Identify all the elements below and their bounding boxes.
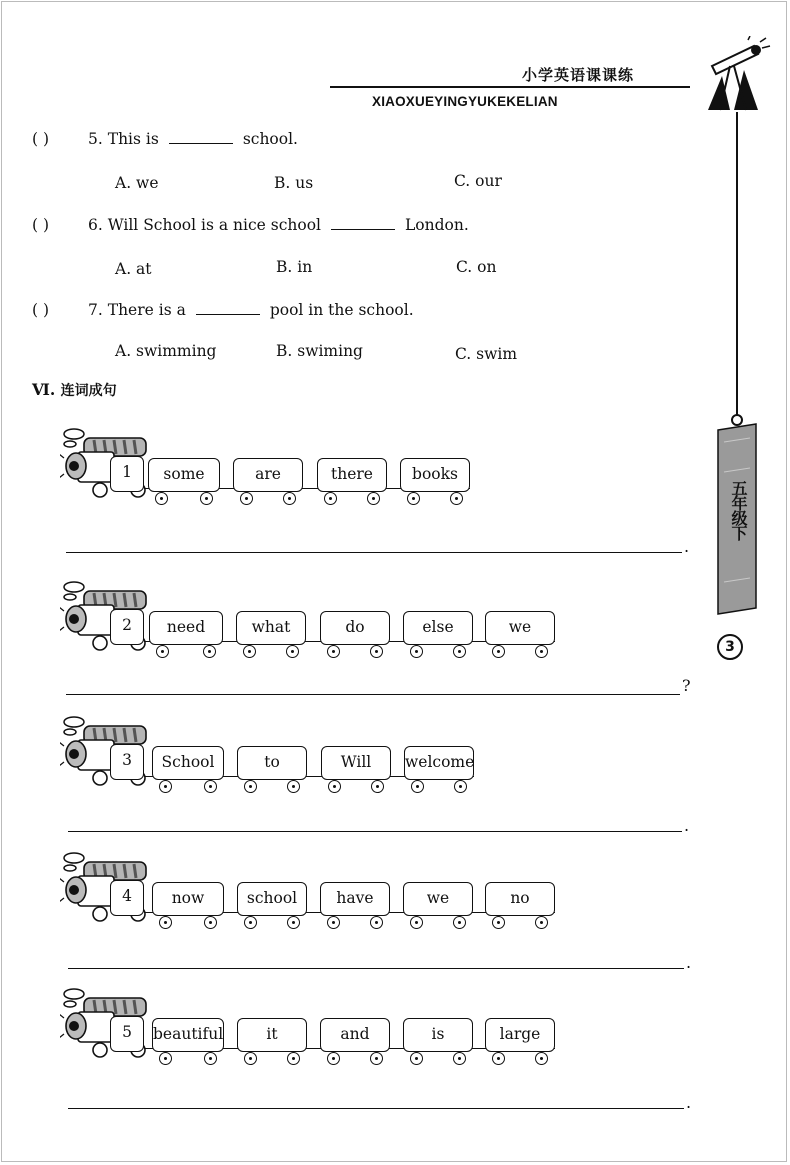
question-number: 7. [88, 301, 103, 319]
question-stem: This is [107, 130, 159, 148]
answer-line[interactable] [66, 694, 680, 695]
word-car[interactable] [400, 458, 470, 492]
option-b: B. swiming [276, 342, 363, 360]
word-car[interactable] [152, 1018, 224, 1052]
word-label: have [336, 889, 374, 907]
word-car[interactable] [403, 882, 473, 916]
word-car[interactable] [404, 746, 474, 780]
wheel-icon [371, 780, 384, 793]
question-6 [32, 216, 469, 234]
train-2 [0, 583, 790, 723]
train-4 [0, 854, 790, 994]
train-1 [0, 430, 790, 570]
word-label: else [422, 618, 454, 636]
answer-line[interactable] [68, 1108, 684, 1109]
option-a: A. we [115, 174, 159, 192]
wheel-icon [492, 1052, 505, 1065]
answer-blank[interactable] [331, 229, 395, 230]
wheel-icon [492, 645, 505, 658]
word-car[interactable] [237, 882, 307, 916]
word-label: and [340, 1025, 370, 1043]
wheel-icon [287, 916, 300, 929]
telescope-icon [700, 36, 780, 116]
wheel-icon [156, 645, 169, 658]
word-label: School [161, 753, 215, 771]
sentence-end-punct: . [686, 953, 692, 972]
wheel-icon [407, 492, 420, 505]
word-label: we [508, 618, 532, 636]
question-7 [32, 301, 414, 319]
word-label: some [163, 465, 205, 483]
wheel-icon [286, 645, 299, 658]
word-label: there [331, 465, 373, 483]
wheel-icon [159, 780, 172, 793]
word-car[interactable] [237, 746, 307, 780]
answer-blank[interactable] [196, 314, 260, 315]
wheel-icon [535, 916, 548, 929]
wheel-icon [535, 645, 548, 658]
word-label: need [166, 618, 206, 636]
wheel-icon [204, 1052, 217, 1065]
wheel-icon [410, 916, 423, 929]
wheel-icon [367, 492, 380, 505]
answer-paren[interactable]: ( ) [32, 216, 50, 234]
wheel-icon [453, 916, 466, 929]
wheel-icon [328, 780, 341, 793]
word-label: now [171, 889, 205, 907]
wheel-icon [453, 1052, 466, 1065]
train-number: 2 [122, 616, 132, 634]
train-number-car [110, 1016, 144, 1052]
word-car[interactable] [233, 458, 303, 492]
word-car[interactable] [403, 1018, 473, 1052]
wheel-icon [453, 645, 466, 658]
word-car[interactable] [317, 458, 387, 492]
option-c: C. on [456, 258, 497, 276]
wheel-icon [287, 780, 300, 793]
word-car[interactable] [149, 611, 223, 645]
train-number: 3 [122, 751, 132, 769]
sentence-end-punct: . [684, 816, 690, 835]
question-5 [32, 130, 298, 148]
word-car[interactable] [485, 1018, 555, 1052]
word-label: do [345, 618, 365, 636]
wheel-icon [324, 492, 337, 505]
train-number-car [110, 880, 144, 916]
answer-paren[interactable]: ( ) [32, 130, 50, 148]
question-stem-end: pool in the school. [269, 301, 414, 319]
train-number-car [110, 744, 144, 780]
wheel-icon [244, 780, 257, 793]
book-title: 小学英语课课练 [522, 66, 635, 84]
word-label: is [431, 1025, 445, 1043]
option-a: A. at [115, 260, 152, 278]
wheel-icon [411, 780, 424, 793]
word-label: we [426, 889, 450, 907]
sentence-end-punct: . [684, 537, 690, 556]
wheel-icon [492, 916, 505, 929]
word-car[interactable] [320, 882, 390, 916]
section-title: 连词成句 [60, 383, 117, 399]
word-label: to [264, 753, 280, 771]
wheel-icon [203, 645, 216, 658]
section-heading [32, 380, 117, 400]
word-label: are [255, 465, 281, 483]
wheel-icon [283, 492, 296, 505]
grade-tab-label: 五年级下 [729, 480, 748, 540]
wheel-icon [327, 645, 340, 658]
answer-paren[interactable]: ( ) [32, 301, 50, 319]
train-5 [0, 990, 790, 1130]
wheel-icon [370, 645, 383, 658]
word-label: school [246, 889, 298, 907]
word-label: it [266, 1025, 278, 1043]
train-number: 5 [122, 1023, 132, 1041]
wheel-icon [327, 916, 340, 929]
wheel-icon [204, 916, 217, 929]
word-car[interactable] [320, 1018, 390, 1052]
option-a: A. swimming [115, 342, 217, 360]
answer-blank[interactable] [169, 143, 233, 144]
word-label: no [510, 889, 530, 907]
option-c: C. our [454, 172, 502, 190]
question-stem: Will School is a nice school [107, 216, 321, 234]
wheel-icon [155, 492, 168, 505]
header-rule [330, 86, 690, 88]
train-3 [0, 718, 790, 858]
word-label: beautiful [153, 1025, 224, 1043]
word-car[interactable] [152, 882, 224, 916]
word-label: what [251, 618, 291, 636]
train-number-car [110, 456, 144, 492]
section-numeral: Ⅵ. [32, 380, 56, 399]
wheel-icon [200, 492, 213, 505]
wheel-icon [535, 1052, 548, 1065]
question-stem-end: London. [405, 216, 469, 234]
word-label: books [412, 465, 458, 483]
answer-line[interactable] [68, 968, 684, 969]
wheel-icon [327, 1052, 340, 1065]
side-rule [736, 112, 738, 418]
word-car[interactable] [237, 1018, 307, 1052]
option-b: B. us [274, 174, 314, 192]
wheel-icon [454, 780, 467, 793]
wheel-icon [244, 916, 257, 929]
answer-line[interactable] [66, 552, 682, 553]
word-label: welcome [405, 753, 475, 771]
sentence-end-punct: ? [682, 676, 691, 695]
wheel-icon [450, 492, 463, 505]
word-car[interactable] [321, 746, 391, 780]
option-b: B. in [276, 258, 313, 276]
question-stem-end: school. [242, 130, 298, 148]
train-number: 1 [122, 463, 132, 481]
word-car[interactable] [152, 746, 224, 780]
word-label: large [499, 1025, 541, 1043]
word-car[interactable] [148, 458, 220, 492]
word-car[interactable] [320, 611, 390, 645]
question-number: 5. [88, 130, 103, 148]
wheel-icon [159, 916, 172, 929]
wheel-icon [244, 1052, 257, 1065]
wheel-icon [240, 492, 253, 505]
page-number: 3 [717, 634, 743, 660]
wheel-icon [410, 645, 423, 658]
wheel-icon [159, 1052, 172, 1065]
question-number: 6. [88, 216, 103, 234]
sentence-end-punct: . [686, 1093, 692, 1112]
book-subtitle: XIAOXUEYINGYUKEKELIAN [372, 94, 558, 109]
question-stem: There is a [107, 301, 186, 319]
wheel-icon [204, 780, 217, 793]
wheel-icon [410, 1052, 423, 1065]
wheel-icon [243, 645, 256, 658]
word-car[interactable] [236, 611, 306, 645]
wheel-icon [370, 1052, 383, 1065]
answer-line[interactable] [68, 831, 682, 832]
word-car[interactable] [485, 882, 555, 916]
wheel-icon [287, 1052, 300, 1065]
option-c: C. swim [455, 345, 518, 363]
train-number-car [110, 609, 144, 645]
word-car[interactable] [403, 611, 473, 645]
word-label: Will [340, 753, 372, 771]
wheel-icon [370, 916, 383, 929]
train-number: 4 [122, 887, 132, 905]
word-car[interactable] [485, 611, 555, 645]
